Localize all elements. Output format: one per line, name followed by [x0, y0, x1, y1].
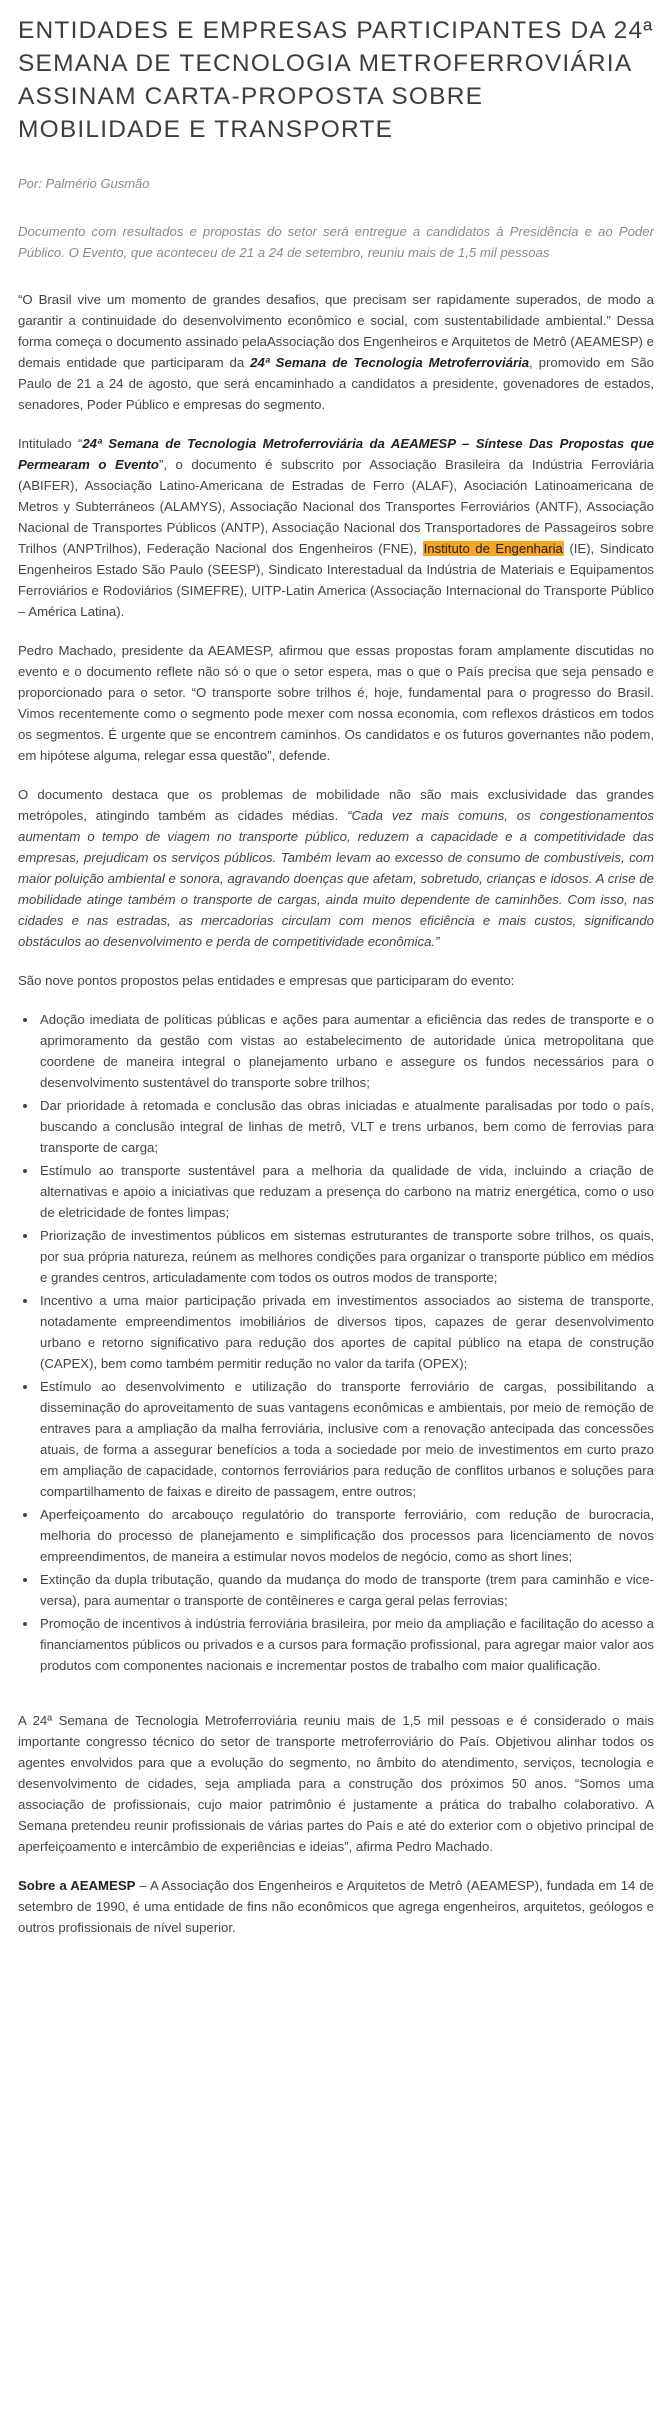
page-title: ENTIDADES E EMPRESAS PARTICIPANTES DA 24ª SEMANA DE TECNOLOGIA METROFERROVIÁRIA ASSINAM CARTA-PROPOSTA SOBRE MOBILIDADE E TRANSPORTE — [18, 17, 654, 143]
lead-paragraph: Documento com resultados e propostas do setor será entregue a candidatos à Presidência e ao Poder Público. O Evento, que aconteceu de 21 a 24 de setembro, reuniu mais de 1,5 mil pessoas — [18, 224, 654, 260]
document-title-emphasis: 24ª Semana de Tecnologia Metroferroviária da AEAMESP – Síntese Das Propostas que Permearam o Evento — [18, 436, 654, 472]
p1-text-c: , promovido em São Paulo de 21 a 24 de agosto, que será encaminhado a candidatos a presidente, govenadores de estados, senadores, Poder Público e empresas do segmento. — [18, 355, 654, 412]
p2-text-e: (IE), Sindicato Engenheiros Estado São Paulo (SEESP), Sindicato Interestadual da Indústria de Materiais e Equipamentos Ferroviários e Rodoviários (SIMEFRE), UITP-Latin America (Associação Internacional do Transporte Público – América Latina). — [18, 541, 654, 619]
list-item: • Estímulo ao desenvolvimento e utilização do transporte ferroviário de cargas, possibilitando a disseminação do aproveitamento de suas vantagens econômicas e ambientais, por meio de remoção de entraves para a ampliação da malha ferroviária, inclusive com a renovação antecipada das concessões atuais, de forma a assegurar benefícios a toda a sociedade por meio de investimentos em curto prazo em ampliação de capacidade, contornos ferroviários para redução de conflitos urbanos e soluções para compartilhamento de faixas e direito de passagem, entre outros; — [38, 1376, 654, 1502]
list-item: • Promoção de incentivos à indústria ferroviária brasileira, por meio da ampliação e facilitação do acesso a financiamentos públicos ou privados e a cursos para formação profissional, para agregar maior valor aos produtos com componentes nacionais e incrementar postos de trabalho com maior qualificação. — [38, 1613, 654, 1676]
p2-text-c: ”, o documento é subscrito por Associação Brasileira da Indústria Ferroviária (ABIFER), Associação Latino-Americana de Estradas de Ferro (ALAF), Asociación Latinoamericana de Metros y Subterráneos (ALAMYS), Associação Nacional dos Transportes Ferroviários (ANTF), Associação Nacional de Transportes Públicos (ANTP), Associação Nacional dos Transportadores de Passageiros sobre Trilhos (ANPTrilhos), Federação Nacional dos Engenheiros (FNE), — [18, 457, 654, 556]
list-item: • Priorização de investimentos públicos em sistemas estruturantes de transporte sobre trilhos, os quais, por sua própria natureza, reúnem as melhores condições para organizar o transporte público em médios e grandes centros, articuladamente com todos os outros modos de transporte; — [38, 1225, 654, 1288]
about-heading: Sobre a AEAMESP — [18, 1878, 136, 1893]
paragraph-7 — [18, 1875, 654, 1938]
paragraph-2 — [18, 433, 654, 622]
list-item: • Estímulo ao transporte sustentável para a melhoria da qualidade de vida, incluindo a criação de alternativas e apoio a iniciativas que reduzam a presença do carbono na matriz energética, como o uso de eletricidade de fontes limpas; — [38, 1160, 654, 1223]
paragraph-4 — [18, 784, 654, 952]
about-text: – A Associação dos Engenheiros e Arquitetos de Metrô (AEAMESP), fundada em 14 de setembro de 1990, é uma entidade de fins não econômicos que agrega engenheiros, arquitetos, geólogos e outros profissionais de nível superior. — [18, 1878, 654, 1935]
byline: Por: Palmério Gusmão — [18, 176, 150, 191]
highlighted-instituto-de-engenharia: Instituto de Engenharia — [423, 541, 563, 556]
list-item: • Adoção imediata de políticas públicas e ações para aumentar a eficiência das redes de transporte e o aprimoramento da gestão com vistas ao estabelecimento de autoridade única metropolitana que coordene de maneira integral o planejamento urbano e assegure os fundos necessários para o desenvolvimento sustentável do transporte sobre trilhos; — [38, 1009, 654, 1093]
p1-text-a: “O Brasil vive um momento de grandes desafios, que precisam ser rapidamente superados, de modo a garantir a continuidade do desenvolvimento econômico e social, com sustentabilidade ambiental.” Dessa forma começa o documento assinado pelaAssociação dos Engenheiros e Arquitetos de Metrô (AEAMESP) e demais entidade que participaram da — [18, 292, 654, 370]
p4-quote: “Cada vez mais comuns, os congestionamentos aumentam o tempo de viagem no transporte público, reduzem a capacidade e a competitividade das empresas, prejudicam os serviços públicos. Também levam ao excesso de consumo de combustíveis, com maior poluição ambiental e sonora, agravando doenças que afetam, sobretudo, crianças e idosos. A crise de mobilidade atinge também o transporte de cargas, ainda muito dependente de caminhões. Com isso, nas cidades e nas estradas, as mercadorias circulam com menos eficiência e mais custos, significando obstáculos ao desenvolvimento e perda de competitividade econômica.” — [18, 808, 654, 949]
list-item: • Extinção da dupla tributação, quando da mudança do modo de transporte (trem para caminhão e vice-versa), para aumentar o transporte de contêineres e carga geral pelas ferrovias; — [38, 1569, 654, 1611]
paragraph-3: Pedro Machado, presidente da AEAMESP, afirmou que essas propostas foram amplamente discutidas no evento e o documento reflete não só o que o setor espera, mas o que o País precisa que seja pensado e proporcionado para o setor. “O transporte sobre trilhos é, hoje, fundamental para o progresso do Brasil. Vimos recentemente como o segmento pode mexer com nossa economia, com reflexos drásticos em todos os segmentos. É urgente que se encontrem caminhos. Os candidatos e os futuros governantes não podem, em hipótese alguma, relegar essa questão”, defende. — [18, 643, 654, 763]
paragraph-6: A 24ª Semana de Tecnologia Metroferroviária reuniu mais de 1,5 mil pessoas e é considerado o mais importante congresso técnico do setor de transporte metroferroviário do País. Objetivou alinhar todos os agentes envolvidos para que a evolução do segmento, no âmbito do atendimento, serviços, tecnologia e desenvolvimento de cidades, seja ampliada para a construção dos próximos 50 anos. “Somos uma associação de profissionais, cujo maior patrimônio é justamente a prática do trabalho colaborativo. A Semana pretendeu reunir profissionais de várias partes do País e até do exterior com o objetivo principal de aperfeiçoamento e intercâmbio de experiências e ideias”, afirma Pedro Machado. — [18, 1713, 654, 1854]
event-name-emphasis: 24ª Semana de Tecnologia Metroferroviária — [250, 355, 530, 370]
list-item: • Aperfeiçoamento do arcabouço regulatório do transporte ferroviário, com redução de burocracia, melhoria do processo de planejamento e simplificação dos processos para licenciamento de novos empreendimentos, de maneira a estimular novos modelos de negócio, como as short lines; — [38, 1504, 654, 1567]
paragraph-1 — [18, 289, 654, 415]
proposals-list — [18, 1009, 654, 1676]
paragraph-5: São nove pontos propostos pelas entidades e empresas que participaram do evento: — [18, 973, 515, 988]
list-item: • Dar prioridade à retomada e conclusão das obras iniciadas e atualmente paralisadas por todo o país, buscando a conclusão integral de linhas de metrô, VLT e trens urbanos, bem como de ferrovias para transporte de carga; — [38, 1095, 654, 1158]
p2-text-a: Intitulado “ — [18, 436, 83, 451]
list-item: • Incentivo a uma maior participação privada em investimentos associados ao sistema de transporte, notadamente empreendimentos imobiliários de diversos tipos, capazes de gerar desenvolvimento urbano e retorno significativo para redução dos aportes de capital público na etapa de construção (CAPEX), bem como também permitir redução no valor da tarifa (OPEX); — [38, 1290, 654, 1374]
p4-text-a: O documento destaca que os problemas de mobilidade não são mais exclusividade das grandes metrópoles, atingindo também as cidades médias. — [18, 787, 654, 823]
